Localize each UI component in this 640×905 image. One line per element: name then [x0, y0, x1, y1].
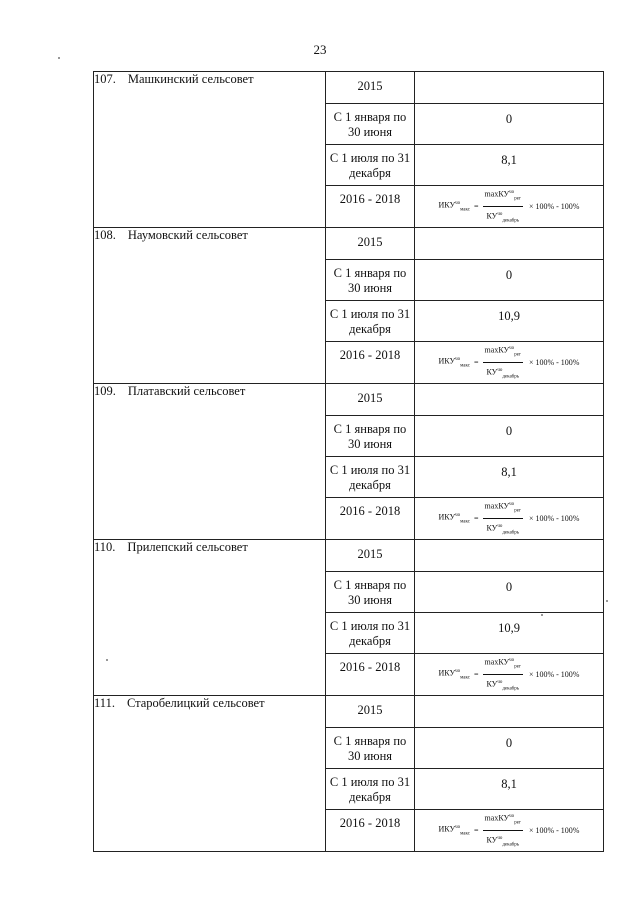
formula-fraction [483, 653, 523, 697]
formula [415, 654, 603, 695]
year-value-cell [415, 384, 604, 416]
formula-fraction [483, 497, 523, 541]
municipality-cell [94, 228, 326, 384]
formula-cell [415, 186, 604, 228]
period-jul-cell: С 1 июля по 31 декабря [326, 145, 415, 186]
formula-tail: × 100% - 100% [528, 670, 580, 679]
formula-numerator: maxКУ$^{чо}_{рег}$ [483, 497, 523, 519]
formula-tail: × 100% - 100% [528, 358, 580, 367]
municipality-name: Платавский сельсовет [127, 384, 246, 398]
value-jul-cell: 8,1 [415, 769, 604, 810]
year-value-cell [415, 72, 604, 104]
formula-lhs: $ИКУ^{чо}_{макс}$ [438, 668, 471, 681]
formula-lhs: $ИКУ^{чо}_{макс}$ [438, 200, 471, 213]
row-number: 110. [94, 540, 116, 554]
year-cell: 2015 [326, 228, 415, 260]
municipality-name: Прилепский сельсовет [127, 540, 248, 554]
row-number: 107. [94, 72, 116, 86]
formula-lhs: $ИКУ^{чо}_{макс}$ [438, 512, 471, 525]
year-value-cell [415, 228, 604, 260]
period-jan-cell: С 1 января по 30 июня [326, 104, 415, 145]
formula-tail: × 100% - 100% [528, 202, 580, 211]
municipality-name: Машкинский сельсовет [127, 72, 254, 86]
formula-fraction [483, 185, 523, 229]
year-cell: 2015 [326, 72, 415, 104]
formula-cell [415, 342, 604, 384]
formula-equals: = [474, 826, 479, 835]
formula-cell [415, 498, 604, 540]
formula-tail: × 100% - 100% [528, 826, 580, 835]
formula [415, 342, 603, 383]
formula-cell [415, 654, 604, 696]
period-range-cell: 2016 - 2018 [326, 498, 415, 540]
page-number: 23 [313, 42, 327, 57]
formula-denominator: $КУ^{чо}_{декабрь}$ [486, 679, 520, 692]
formula-numerator: maxКУ$^{чо}_{рег}$ [483, 341, 523, 363]
scan-speck [541, 614, 543, 616]
formula-numerator: maxКУ$^{чо}_{рег}$ [483, 185, 523, 207]
year-value-cell [415, 540, 604, 572]
municipality-cell [94, 696, 326, 852]
scan-speck [606, 600, 608, 602]
value-jan-cell: 0 [415, 572, 604, 613]
year-cell: 2015 [326, 696, 415, 728]
period-range-cell: 2016 - 2018 [326, 654, 415, 696]
formula-equals: = [474, 670, 479, 679]
table-row [94, 228, 604, 260]
period-jul-cell: С 1 июля по 31 декабря [326, 613, 415, 654]
formula-lhs: $ИКУ^{чо}_{макс}$ [438, 356, 471, 369]
scan-speck [106, 659, 108, 661]
year-value-cell [415, 696, 604, 728]
formula-lhs: $ИКУ^{чо}_{макс}$ [438, 824, 471, 837]
municipality-cell [94, 72, 326, 228]
row-number: 111. [94, 696, 115, 710]
formula [415, 810, 603, 851]
table-row [94, 72, 604, 104]
municipality-cell [94, 540, 326, 696]
formula-denominator: $КУ^{чо}_{декабрь}$ [486, 367, 520, 380]
period-jan-cell: С 1 января по 30 июня [326, 416, 415, 457]
year-cell: 2015 [326, 540, 415, 572]
period-range-cell: 2016 - 2018 [326, 342, 415, 384]
row-number: 109. [94, 384, 116, 398]
tariff-table [93, 71, 604, 852]
municipality-cell [94, 384, 326, 540]
table-row [94, 696, 604, 728]
period-jul-cell: С 1 июля по 31 декабря [326, 457, 415, 498]
formula-fraction [483, 809, 523, 853]
value-jul-cell: 10,9 [415, 301, 604, 342]
value-jul-cell: 8,1 [415, 457, 604, 498]
value-jul-cell: 8,1 [415, 145, 604, 186]
table-row [94, 540, 604, 572]
scan-speck [58, 57, 60, 59]
row-number: 108. [94, 228, 116, 242]
formula-denominator: $КУ^{чо}_{декабрь}$ [486, 835, 520, 848]
period-jan-cell: С 1 января по 30 июня [326, 572, 415, 613]
municipality-name: Наумовский сельсовет [127, 228, 248, 242]
period-range-cell: 2016 - 2018 [326, 186, 415, 228]
formula-equals: = [474, 358, 479, 367]
table-row [94, 384, 604, 416]
formula [415, 498, 603, 539]
value-jan-cell: 0 [415, 728, 604, 769]
formula-numerator: maxКУ$^{чо}_{рег}$ [483, 653, 523, 675]
formula-denominator: $КУ^{чо}_{декабрь}$ [486, 523, 520, 536]
formula [415, 186, 603, 227]
municipality-name: Старобелицкий сельсовет [126, 696, 265, 710]
period-jul-cell: С 1 июля по 31 декабря [326, 301, 415, 342]
year-cell: 2015 [326, 384, 415, 416]
formula-cell [415, 810, 604, 852]
formula-numerator: maxКУ$^{чо}_{рег}$ [483, 809, 523, 831]
formula-tail: × 100% - 100% [528, 514, 580, 523]
value-jan-cell: 0 [415, 416, 604, 457]
formula-equals: = [474, 202, 479, 211]
value-jul-cell: 10,9 [415, 613, 604, 654]
formula-fraction [483, 341, 523, 385]
period-jul-cell: С 1 июля по 31 декабря [326, 769, 415, 810]
formula-denominator: $КУ^{чо}_{декабрь}$ [486, 211, 520, 224]
value-jan-cell: 0 [415, 260, 604, 301]
value-jan-cell: 0 [415, 104, 604, 145]
period-jan-cell: С 1 января по 30 июня [326, 260, 415, 301]
period-jan-cell: С 1 января по 30 июня [326, 728, 415, 769]
period-range-cell: 2016 - 2018 [326, 810, 415, 852]
formula-equals: = [474, 514, 479, 523]
